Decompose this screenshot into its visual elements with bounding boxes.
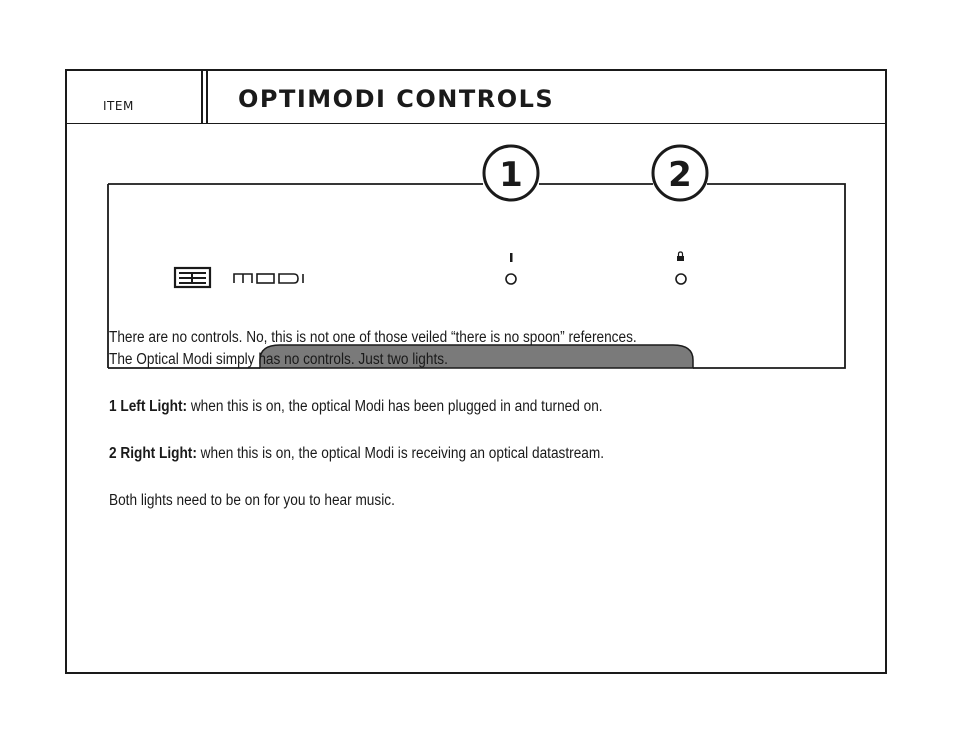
callout-2-number: 2 [668, 155, 692, 195]
intro-line-1: There are no controls. No, this is not one of those veiled “there is no spoon” references. [109, 329, 637, 346]
item-label: ITEM [103, 99, 134, 113]
power-bar-icon [510, 253, 513, 262]
schiit-logo-icon [175, 268, 210, 287]
left-light-led [506, 274, 516, 284]
intro-line-2: The Optical Modi simply has no controls. Just two lights. [109, 351, 448, 368]
modi-wordmark [234, 274, 303, 283]
callout-1-number: 1 [499, 155, 523, 195]
right-light-description [109, 443, 604, 465]
intro-paragraph [109, 327, 637, 371]
left-light-label: 1 Left Light: [109, 398, 188, 415]
callout-2 [653, 146, 707, 200]
callout-1 [484, 146, 538, 200]
left-light-text: when this is on, the optical Modi has been plugged in and turned on. [187, 398, 603, 415]
lock-icon [677, 252, 684, 261]
left-light-description [109, 396, 603, 418]
right-light-led [676, 274, 686, 284]
page-title: OPTIMODI CONTROLS [238, 85, 555, 113]
right-light-text: when this is on, the optical Modi is receiving an optical datastream. [196, 445, 605, 462]
right-light-label: 2 Right Light: [109, 445, 197, 462]
closing-paragraph: Both lights need to be on for you to hear music. [109, 492, 395, 509]
